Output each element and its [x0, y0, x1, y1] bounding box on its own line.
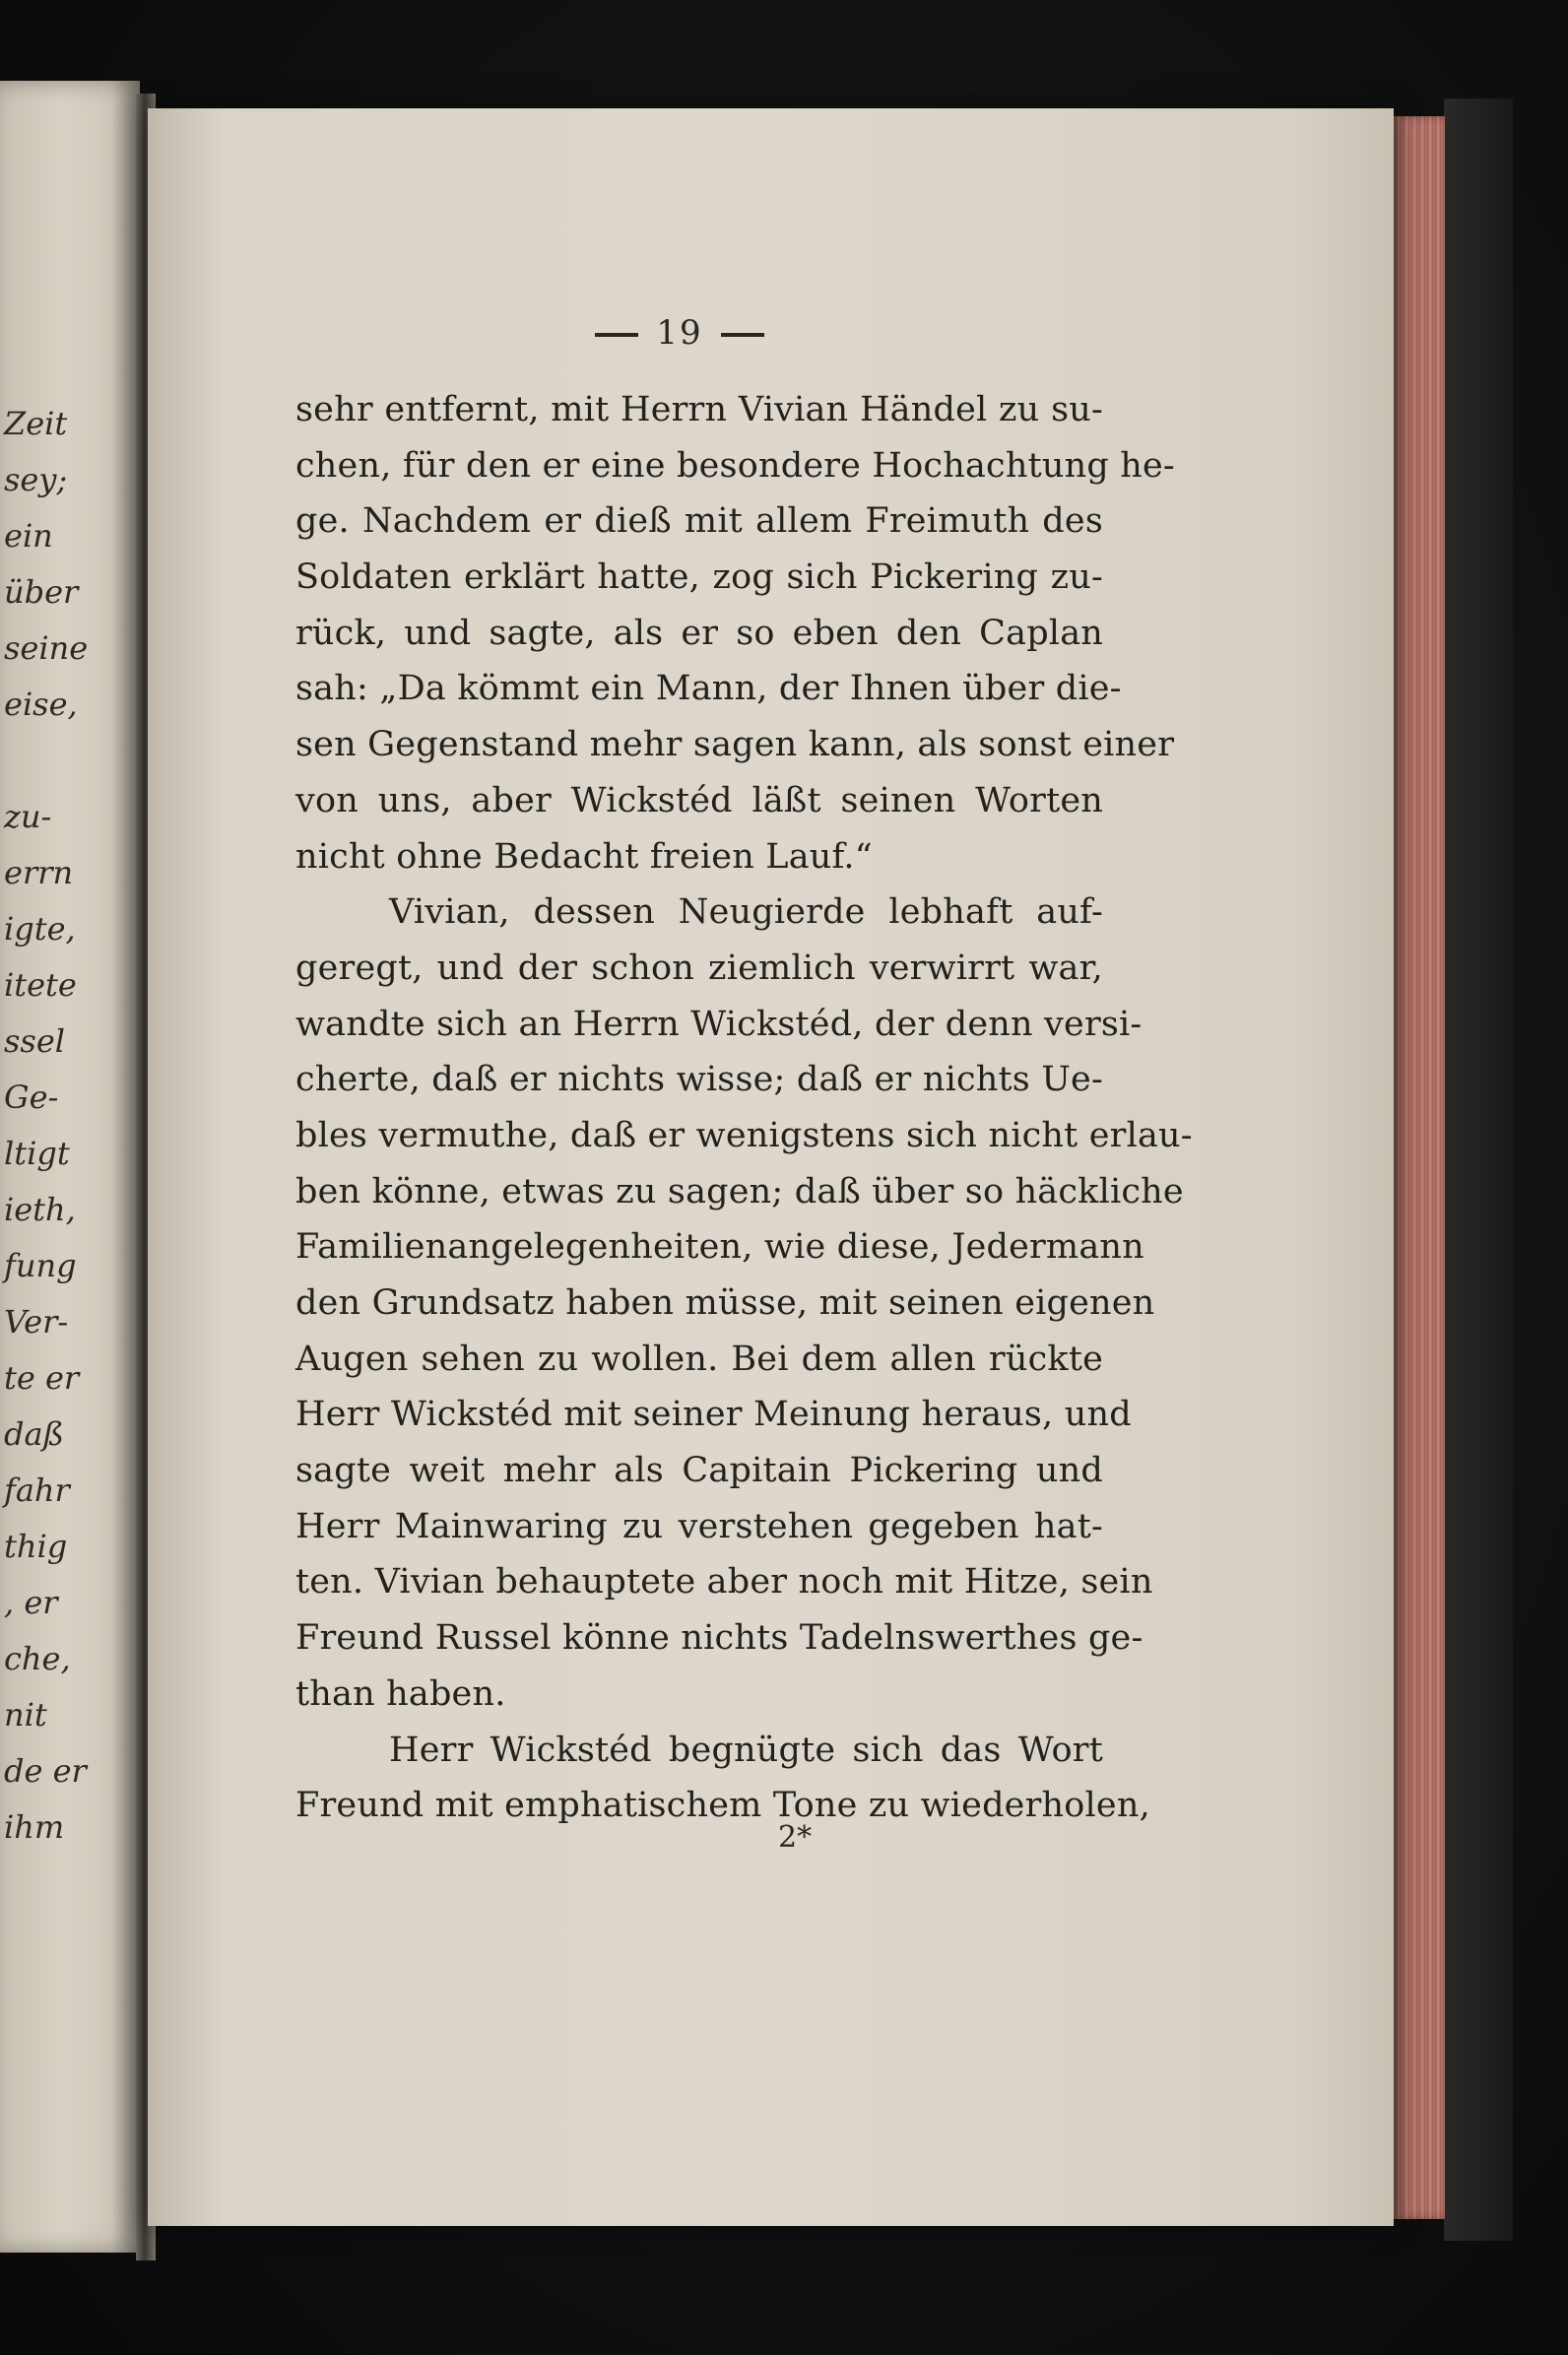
left-line: itete — [4, 966, 77, 1004]
text-line: chen, für den er eine besondere Hochachtung he- — [295, 445, 1175, 486]
page-number-dash-right — [721, 333, 764, 337]
page-number — [552, 313, 808, 353]
text-line: Vivian, dessen Neugierde lebhaft auf- — [389, 892, 1103, 933]
text-line: Herr Wickstéd mit seiner Meinung heraus, und — [295, 1395, 1132, 1435]
left-line: nit — [4, 1696, 47, 1734]
text-line: Familienangelegenheiten, wie diese, Jedermann — [295, 1227, 1144, 1268]
text-line: cherte, daß er nichts wisse; daß er nichts Ue- — [295, 1060, 1103, 1100]
left-line: zu- — [4, 798, 52, 835]
text-line: Freund Russel könne nichts Tadelnswerthes ge- — [295, 1618, 1143, 1659]
left-line: ssel — [4, 1022, 66, 1060]
text-line: ten. Vivian behauptete aber noch mit Hitze, sein — [295, 1562, 1153, 1603]
text-line: wandte sich an Herrn Wickstéd, der denn versi- — [295, 1004, 1143, 1044]
text-line: Herr Wickstéd begnügte sich das Wort — [389, 1730, 1103, 1770]
left-line: , er — [4, 1584, 58, 1621]
left-line: igte, — [4, 910, 76, 948]
left-line: seine — [4, 629, 89, 667]
left-line: thig — [4, 1528, 68, 1565]
left-line: errn — [4, 854, 74, 891]
text-line: sen Gegenstand mehr sagen kann, als sonst einer — [295, 725, 1175, 765]
left-line: ihm — [4, 1808, 65, 1846]
left-line: Ge- — [4, 1079, 59, 1116]
left-line: Zeit — [4, 405, 68, 442]
page-edges — [1394, 116, 1445, 2219]
left-page-text — [4, 396, 132, 1856]
left-line: sey; — [4, 461, 68, 498]
left-line: ltigt — [4, 1135, 70, 1172]
left-line: eise, — [4, 686, 78, 723]
text-line: ge. Nachdem er dieß mit allem Freimuth des — [295, 501, 1103, 542]
left-line: über — [4, 573, 79, 611]
left-page — [0, 81, 140, 2253]
text-line: Freund mit emphatischem Tone zu wiederholen, — [295, 1786, 1150, 1826]
text-line: than haben. — [295, 1673, 506, 1714]
text-line: rück, und sagte, als er so eben den Caplan — [295, 613, 1103, 653]
left-line: te er — [4, 1359, 80, 1397]
left-line: fahr — [4, 1472, 70, 1509]
text-line: nicht ohne Bedacht freien Lauf.“ — [295, 836, 873, 877]
left-line: fung — [4, 1247, 77, 1284]
text-line: Soldaten erklärt hatte, zog sich Pickering zu- — [295, 557, 1103, 598]
body-text — [295, 382, 1193, 1834]
left-line: de er — [4, 1752, 87, 1790]
text-line: sehr entfernt, mit Herrn Vivian Händel zu su- — [295, 390, 1103, 429]
text-line: ben könne, etwas zu sagen; daß über so häckliche — [295, 1171, 1184, 1211]
left-line: Ver- — [4, 1303, 69, 1341]
left-line: che, — [4, 1640, 71, 1677]
book-cover-edge — [1444, 98, 1513, 2241]
left-line: ein — [4, 517, 53, 555]
text-line: sah: „Da kömmt ein Mann, der Ihnen über die- — [295, 669, 1122, 709]
signature-mark: 2* — [778, 1820, 813, 1855]
left-line: daß — [4, 1415, 64, 1453]
text-line: sagte weit mehr als Capitain Pickering und — [295, 1451, 1103, 1491]
page-number-text: 19 — [656, 313, 703, 353]
text-line: den Grundsatz haben müsse, mit seinen eigenen — [295, 1283, 1155, 1323]
left-line: ieth, — [4, 1191, 76, 1228]
text-line: geregt, und der schon ziemlich verwirrt war, — [295, 948, 1103, 988]
text-line: Herr Mainwaring zu verstehen gegeben hat- — [295, 1506, 1103, 1546]
left-line — [4, 733, 132, 789]
text-line: von uns, aber Wickstéd läßt seinen Worten — [295, 780, 1103, 820]
page-number-dash-left — [595, 333, 638, 337]
text-line: bles vermuthe, daß er wenigstens sich nicht erlau- — [295, 1115, 1193, 1155]
text-line: Augen sehen zu wollen. Bei dem allen rückte — [295, 1339, 1103, 1379]
